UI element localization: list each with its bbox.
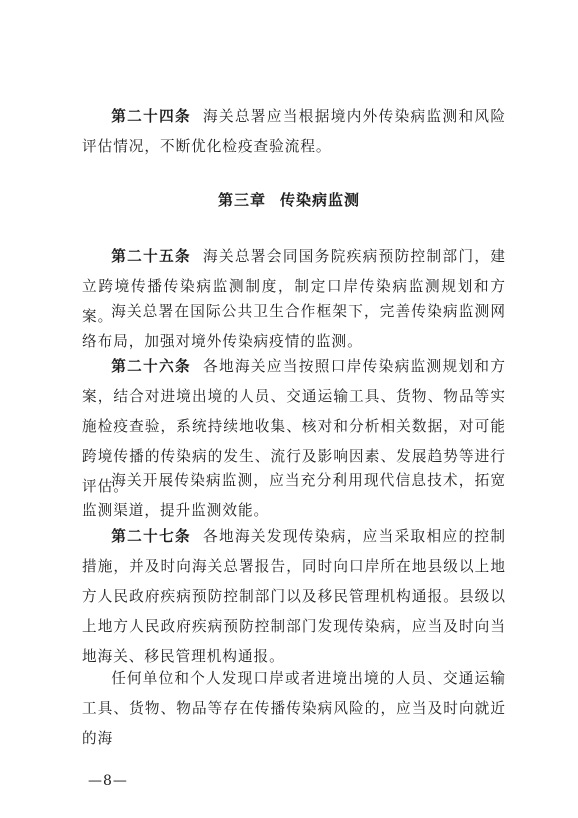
article-25-text: 海关总署会同国务院疾病预防控制部门，建立跨境传播传染病监测制度，制定口岸传染病监测规划和方案。	[82, 248, 506, 325]
article-27-heading: 第二十七条	[111, 528, 192, 545]
article-25-heading: 第二十五条	[111, 248, 192, 265]
article-24-paragraph	[82, 102, 506, 162]
article-27-text: 各地海关发现传染病，应当采取相应的控制措施，并及时向海关总署报告，同时向口岸所在地县级以上地方人民政府疾病预防控制部门以及移民管理机构通报。县级以上地方人民政府疾病预防控制部门发现传染病，应当及时向当地海关、移民管理机构通报。	[82, 528, 506, 665]
article-24-text: 海关总署应当根据境内外传染病监测和风险评估情况，不断优化检疫查验流程。	[82, 108, 506, 155]
chapter-number: 第三章	[217, 191, 266, 209]
page-number: —8—	[88, 773, 128, 789]
article-26-text: 各地海关应当按照口岸传染病监测规划和方案，结合对进境出境的人员、交通运输工具、货物、物品等实施检疫查验，系统持续地收集、核对和分析相关数据，对可能跨境传播的传染病的发生、流行及影响因素、发展趋势等进行评估。	[82, 358, 506, 495]
article-25-second-paragraph	[82, 297, 506, 357]
chapter-heading	[0, 189, 578, 210]
article-26-second-text: 海关开展传染病监测，应当充分利用现代信息技术，拓宽监测渠道，提升监测效能。	[82, 472, 506, 519]
article-27-second-text: 任何单位和个人发现口岸或者进境出境的人员、交通运输工具、货物、物品等存在传播传染病风险的，应当及时向就近的海	[82, 670, 506, 747]
article-25-second-text: 海关总署在国际公共卫生合作框架下，完善传染病监测网络布局，加强对境外传染病疫情的监测。	[82, 303, 506, 350]
article-26-second-paragraph	[82, 466, 506, 526]
chapter-title: 传染病监测	[280, 191, 361, 209]
article-27-paragraph	[82, 522, 506, 672]
article-26-heading: 第二十六条	[111, 358, 192, 375]
article-27-second-paragraph	[82, 664, 506, 754]
article-24-heading: 第二十四条	[111, 108, 192, 125]
